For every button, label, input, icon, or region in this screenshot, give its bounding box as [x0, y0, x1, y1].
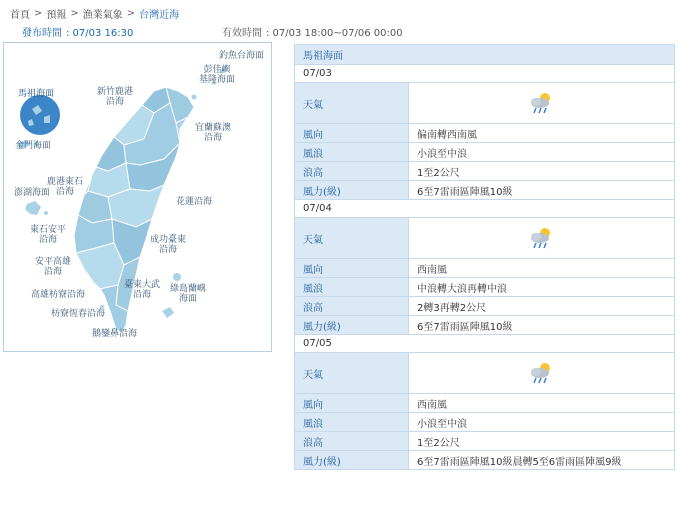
wave-value: 小浪至中浪 [409, 143, 675, 162]
forecast-date: 07/04 [295, 200, 675, 218]
area-label-taitung-dawu[interactable]: 臺東大武 沿海 [124, 280, 161, 300]
breadcrumb [10, 6, 179, 20]
rain-cloud-sun-icon [528, 91, 556, 115]
wind-dir-label: 風向 [295, 259, 409, 278]
breadcrumb-separator: > [34, 7, 43, 19]
wind-force-value: 6至7雷雨區陣風10級晨轉5至6雷雨區陣風9級 [409, 451, 675, 470]
wind-dir-value: 西南風 [409, 259, 675, 278]
wave-label: 風浪 [295, 143, 409, 162]
wave-label: 風浪 [295, 413, 409, 432]
wind-force-value: 6至7雷雨區陣風10級 [409, 181, 675, 200]
penghu-island-shape [25, 201, 41, 215]
wind-force-label: 風力(級) [295, 451, 409, 470]
wave-value: 小浪至中浪 [409, 413, 675, 432]
weather-icon-cell [409, 83, 675, 124]
rain-cloud-sun-icon [528, 361, 556, 385]
forecast-table [294, 44, 675, 470]
valid-time-value: : 07/03 18:00~07/06 00:00 [266, 28, 403, 39]
sea-area-map [3, 42, 272, 352]
forecast-wave-row [295, 143, 675, 162]
wave-value: 中浪轉大浪再轉中浪 [409, 278, 675, 297]
wind-force-value: 6至7雷雨區陣風10級 [409, 316, 675, 335]
forecast-wave-height-row [295, 297, 675, 316]
forecast-area-title: 馬祖海面 [295, 45, 675, 65]
weather-icon-cell [409, 218, 675, 259]
forecast-weather-row [295, 353, 675, 394]
breadcrumb-current: 台灣近海 [139, 9, 180, 21]
lanyu-island-shape [162, 307, 174, 318]
wind-dir-label: 風向 [295, 394, 409, 413]
publish-time [22, 24, 133, 39]
wave-height-label: 浪高 [295, 432, 409, 451]
breadcrumb-separator: > [70, 7, 79, 19]
area-label-matsu[interactable]: 馬祖海面 [18, 89, 55, 99]
breadcrumb-fishery-link[interactable]: 漁業氣象 [82, 9, 123, 21]
forecast-wind-force-row [295, 181, 675, 200]
area-label-hualien[interactable]: 花蓮沿海 [176, 197, 213, 207]
forecast-weather-row [295, 83, 675, 124]
green-island-shape [173, 273, 181, 281]
matsu-selected-highlight[interactable] [20, 95, 60, 135]
area-label-chenggong-taitung[interactable]: 成功臺東 沿海 [150, 235, 187, 255]
forecast-date-row [295, 200, 675, 218]
forecast-date-row [295, 335, 675, 353]
forecast-wave-height-row [295, 432, 675, 451]
forecast-wind-dir-row [295, 124, 675, 143]
area-label-lukang-dongshi[interactable]: 鹿港東石 沿海 [47, 177, 84, 197]
wind-dir-value: 西南風 [409, 394, 675, 413]
area-label-penghu[interactable]: 澎湖海面 [14, 188, 51, 198]
breadcrumb-home-link[interactable]: 首頁 [10, 9, 30, 21]
rain-cloud-sun-icon [528, 226, 556, 250]
area-label-kaohsiung-fangliao[interactable]: 高雄枋寮沿海 [31, 290, 86, 300]
wave-height-label: 浪高 [295, 297, 409, 316]
wind-force-label: 風力(級) [295, 181, 409, 200]
forecast-header-row [295, 45, 675, 65]
pengjia-islet-shape [192, 95, 197, 100]
weather-label: 天氣 [295, 83, 409, 124]
publish-time-value: : 07/03 16:30 [66, 28, 134, 39]
forecast-date: 07/05 [295, 335, 675, 353]
wind-dir-value: 偏南轉西南風 [409, 124, 675, 143]
forecast-date: 07/03 [295, 65, 675, 83]
forecast-wind-force-row [295, 451, 675, 470]
area-label-diaoyutai[interactable]: 釣魚台海面 [219, 51, 265, 61]
wave-height-label: 浪高 [295, 162, 409, 181]
area-label-eluanbi[interactable]: 鵝鑾鼻沿海 [92, 329, 138, 339]
valid-time-label: 有效時間 [222, 28, 262, 39]
weather-icon-cell [409, 353, 675, 394]
forecast-wave-height-row [295, 162, 675, 181]
area-label-greenisland-lanyu[interactable]: 綠島蘭嶼 海面 [170, 284, 207, 304]
forecast-weather-row [295, 218, 675, 259]
area-label-anping-kaohsiung[interactable]: 安平高雄 沿海 [35, 257, 72, 277]
forecast-wind-dir-row [295, 394, 675, 413]
forecast-wave-row [295, 413, 675, 432]
forecast-wind-dir-row [295, 259, 675, 278]
forecast-date-row [295, 65, 675, 83]
breadcrumb-forecast-link[interactable]: 預報 [46, 9, 67, 21]
area-label-dongshi-anping[interactable]: 東石安平 沿海 [30, 225, 67, 245]
weather-label: 天氣 [295, 218, 409, 259]
area-label-hsinchu-lukang[interactable]: 新竹鹿港 沿海 [97, 87, 134, 107]
valid-time [222, 24, 403, 39]
forecast-wind-force-row [295, 316, 675, 335]
area-label-pengjiayu-keelung[interactable]: 彭佳嶼 基隆海面 [199, 65, 236, 85]
forecast-wave-row [295, 278, 675, 297]
wave-height-value: 1至2公尺 [409, 432, 675, 451]
area-label-fangliao-hengchun[interactable]: 枋寮恆春沿海 [51, 309, 106, 319]
publish-time-label: 發布時間 [22, 28, 62, 39]
wind-force-label: 風力(級) [295, 316, 409, 335]
wave-height-value: 2轉3再轉2公尺 [409, 297, 675, 316]
weather-label: 天氣 [295, 353, 409, 394]
area-label-kinmen[interactable]: 金門海面 [15, 141, 52, 151]
wave-label: 風浪 [295, 278, 409, 297]
wind-dir-label: 風向 [295, 124, 409, 143]
breadcrumb-separator: > [126, 7, 136, 19]
wave-height-value: 1至2公尺 [409, 162, 675, 181]
area-label-yilan-suao[interactable]: 宜蘭蘇澳 沿海 [195, 123, 232, 143]
